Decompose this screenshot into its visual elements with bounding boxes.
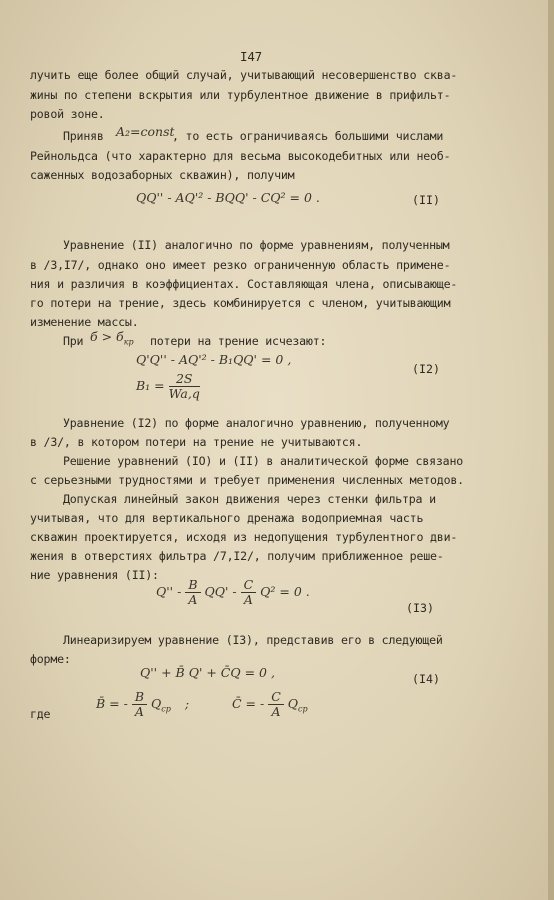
text-line: учитывая, что для вертикального дренажа водоприемная часть	[30, 511, 424, 525]
equation-14: Q'' + B̄ Q' + C̄Q = 0 ,	[140, 665, 275, 680]
text-line: с серьезными трудностями и требует применения численных методов.	[30, 473, 464, 487]
text-line: Рейнольдса (что характерно для весьма высокодебитных или необ-	[30, 149, 451, 163]
text-line: Допуская линейный закон движения через стенки фильтра и	[63, 492, 436, 506]
equation-number: (II)	[412, 193, 440, 207]
definition-b: B̄ = - $\frac{B}{A}$ $Q_{ср}$ ;	[96, 689, 190, 719]
text-line: скважин проектируется, исходя из недопущения турбулентного дви-	[30, 530, 458, 544]
text-line: Уравнение (I2) по форме аналогично уравнению, полученному	[63, 416, 450, 430]
equation-number: (I3)	[406, 601, 434, 615]
formula-condition: A₂=const	[116, 124, 175, 139]
equation-number: (I2)	[412, 362, 440, 376]
text-line: изменение массы.	[30, 315, 139, 329]
text-line: ние уравнения (II):	[30, 568, 159, 582]
text-line: Решение уравнений (IO) и (II) в аналитической форме связано	[63, 454, 464, 468]
equation-12b: B₁ = $\frac{2S}{Wa,q}$	[136, 371, 200, 401]
text-line: жины по степени вскрытия или турбулентное движение в прифильт-	[30, 88, 451, 102]
text-line: форме:	[30, 652, 71, 666]
text-line: в /3,I7/, однако оно имеет резко ограниченную область примене-	[30, 258, 451, 272]
text-line: При	[63, 334, 84, 348]
equation-13: Q'' - $\frac{B}{A}$ QQ' - $\frac{C}{A}$ Q² = 0 .	[156, 577, 310, 607]
text-line: потери на трение исчезают:	[150, 334, 327, 348]
text-line: Приняв	[63, 129, 104, 143]
text-line: где	[30, 707, 51, 721]
text-line: Уравнение (II) аналогично по форме уравнениям, полученным	[63, 238, 450, 252]
text-line: жения в отверстиях фильтра /7,I2/, получим приближенное реше-	[30, 549, 444, 563]
equation-12a: Q'Q'' - AQ'² - B₁QQ' = 0 ,	[136, 352, 292, 367]
equation-number: (I4)	[412, 672, 440, 686]
text-line: ровой зоне.	[30, 107, 105, 121]
page-edge	[548, 0, 554, 900]
formula-condition: $б > б_{кр}$	[90, 329, 134, 347]
text-line: ния и различия в коэффициентах. Составляющая члена, описывающе-	[30, 277, 458, 291]
text-line: лучить еще более общий случай, учитывающий несовершенство сква-	[30, 68, 458, 82]
equation-11: QQ'' - AQ'² - BQQ' - CQ² = 0 .	[136, 190, 320, 205]
text-line: , то есть ограничиваясь большими числами	[172, 129, 444, 143]
page-number: I47	[240, 49, 262, 64]
text-line: саженных водозаборных скважин), получим	[30, 168, 295, 182]
text-line: го потери на трение, здесь комбинируется с членом, учитывающим	[30, 296, 451, 310]
text-line: Линеаризируем уравнение (I3), представив его в следующей	[63, 633, 443, 647]
text-line: в /3/, в котором потери на трение не учитываются.	[30, 435, 363, 449]
definition-c: C̄ = - $\frac{C}{A}$ $Q_{ср}$	[232, 689, 308, 719]
